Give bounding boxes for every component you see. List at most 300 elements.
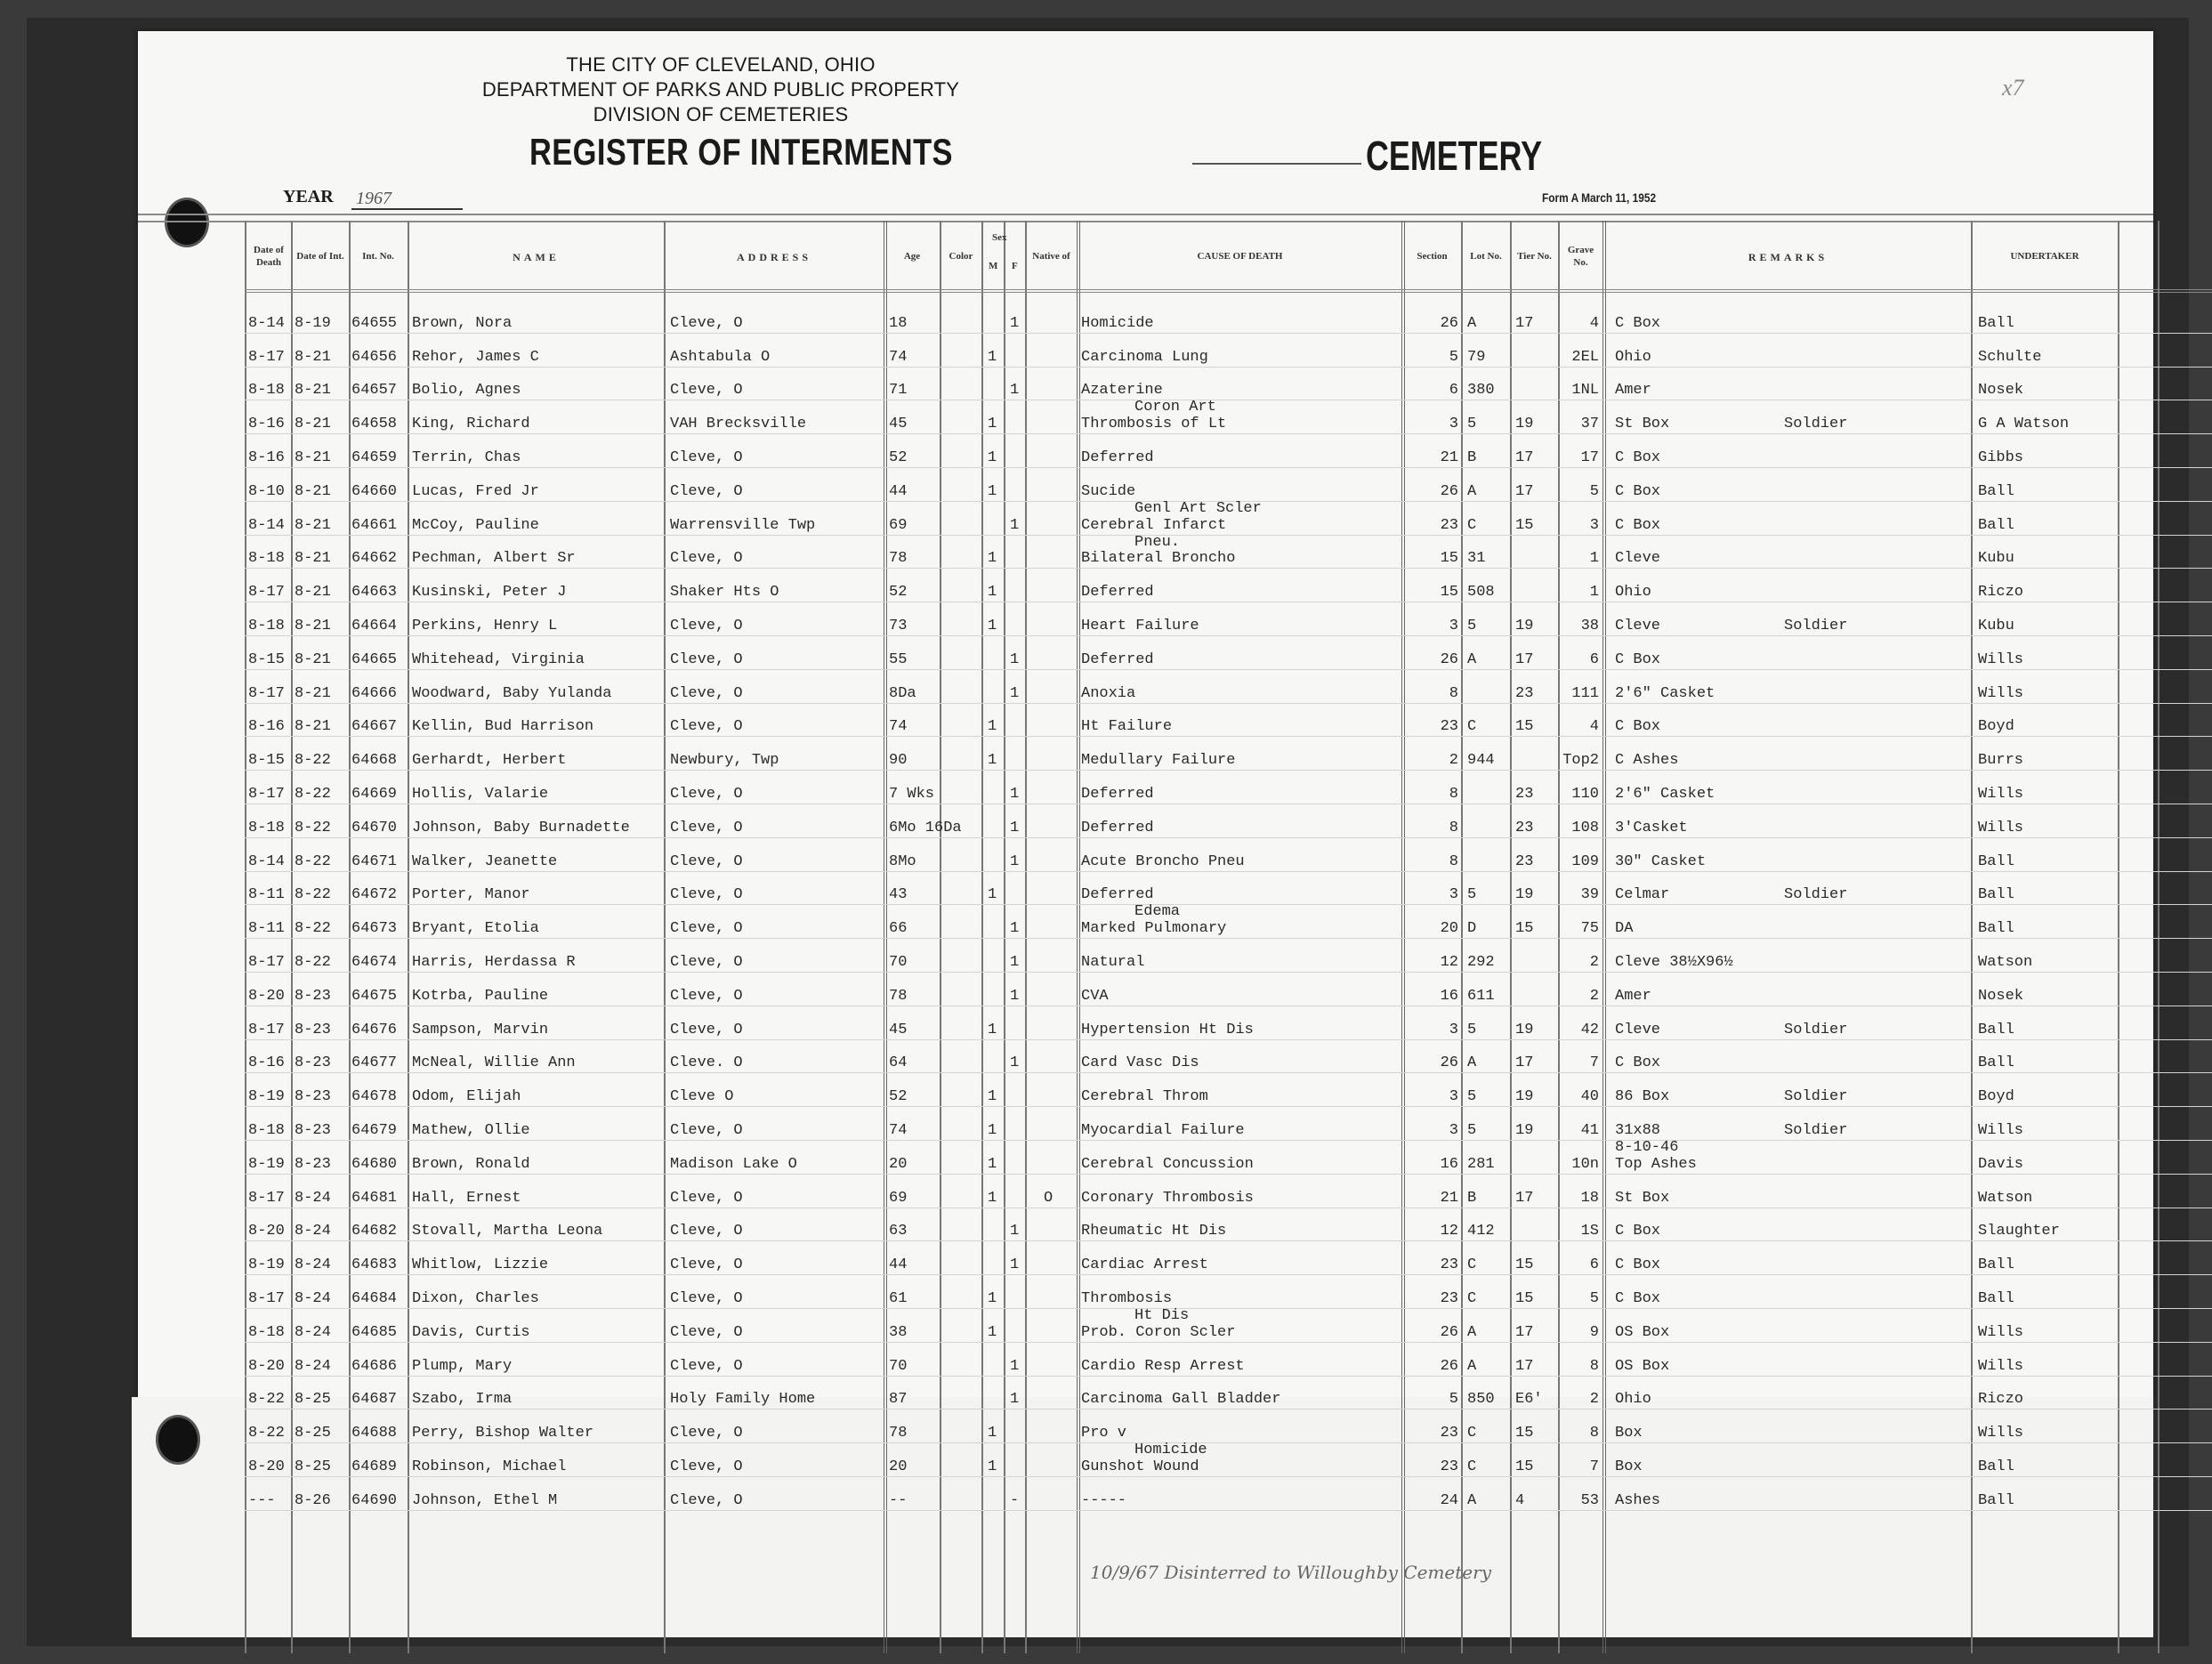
cell-no: 64670 bbox=[351, 819, 398, 836]
cell-age: 69 bbox=[889, 516, 908, 534]
cell-addr: Cleve, O bbox=[670, 650, 743, 668]
cell-dod: 8-20 bbox=[248, 1223, 285, 1240]
cell-age: 18 bbox=[889, 314, 908, 332]
cell-grave: 109 bbox=[1571, 852, 1599, 870]
cell-doi: 8-22 bbox=[295, 953, 331, 971]
th-remarks: REMARKS bbox=[1748, 250, 1829, 263]
cell-remarks: C Box bbox=[1615, 1256, 1661, 1274]
cell-section: 23 bbox=[1440, 1425, 1458, 1442]
cell-dod: 8-10 bbox=[248, 482, 285, 500]
table-row bbox=[245, 972, 2212, 1006]
cell-no: 64687 bbox=[351, 1391, 398, 1409]
cell-remarks: 3'Casket bbox=[1615, 819, 1688, 836]
cell-lot: 5 bbox=[1467, 617, 1477, 634]
cell-dod: 8-16 bbox=[248, 416, 285, 433]
cell-lot: A bbox=[1467, 1357, 1477, 1375]
cell-remarks: Ohio bbox=[1615, 348, 1651, 366]
cell-doi: 8-21 bbox=[295, 382, 331, 400]
cell-dod: 8-15 bbox=[248, 752, 285, 770]
cell-addr: Cleve, O bbox=[670, 1256, 743, 1274]
cell-no: 64657 bbox=[351, 382, 398, 400]
cell-undertaker: G A Watson bbox=[1978, 416, 2070, 433]
cell-m: 1 bbox=[988, 1088, 997, 1106]
cell-lot: 5 bbox=[1467, 416, 1477, 433]
cell-remarks: C Ashes bbox=[1615, 752, 1679, 770]
table-row bbox=[245, 1342, 2212, 1377]
cell-doi: 8-24 bbox=[295, 1256, 331, 1274]
table-row bbox=[245, 535, 2212, 569]
cell-grave: 38 bbox=[1580, 617, 1599, 634]
cell-undertaker: Ball bbox=[1978, 516, 2014, 534]
cell-lot: A bbox=[1467, 1491, 1477, 1509]
cell-undertaker: Boyd bbox=[1978, 718, 2014, 736]
cell-doi: 8-21 bbox=[295, 550, 331, 568]
cell-remarks: Ohio bbox=[1615, 584, 1651, 602]
cell-age: 7 Wks bbox=[889, 785, 935, 803]
cell-age: 63 bbox=[889, 1223, 908, 1240]
table-row bbox=[245, 1442, 2212, 1477]
th-native-of: Native of bbox=[1032, 251, 1070, 263]
cell-age: 52 bbox=[889, 448, 908, 466]
table-row bbox=[245, 1274, 2212, 1309]
cell-grave: 8 bbox=[1589, 1357, 1599, 1375]
cell-tier: 23 bbox=[1515, 852, 1534, 870]
cell-lot: 5 bbox=[1467, 886, 1477, 904]
cell-name: Harris, Herdassa R bbox=[412, 953, 576, 971]
cell-lot: A bbox=[1467, 314, 1477, 332]
cell-addr: Cleve, O bbox=[670, 382, 743, 400]
cell-addr: Cleve, O bbox=[670, 953, 743, 971]
cell-section: 20 bbox=[1440, 920, 1458, 938]
cell-remarks: Box bbox=[1615, 1458, 1643, 1475]
th-date-of-int: Date of Int. bbox=[296, 251, 344, 263]
cell-doi: 8-24 bbox=[295, 1289, 331, 1307]
cell-grave: 3 bbox=[1589, 516, 1599, 534]
cell-age: 90 bbox=[889, 752, 908, 770]
cell-remarks2: Soldier bbox=[1784, 1088, 1848, 1106]
cell-m: 1 bbox=[988, 1155, 997, 1173]
cell-age: 55 bbox=[889, 650, 908, 668]
cell-grave: 75 bbox=[1580, 920, 1599, 938]
table-row bbox=[245, 1409, 2212, 1443]
cell-lot: 5 bbox=[1467, 1021, 1477, 1038]
cell-section: 3 bbox=[1449, 1121, 1458, 1139]
cell-dod: 8-17 bbox=[248, 348, 285, 366]
cell-undertaker: Riczo bbox=[1978, 584, 2024, 602]
cell-dod: 8-16 bbox=[248, 1054, 285, 1072]
cell-f: 1 bbox=[1010, 1357, 1020, 1375]
cell-tier: 23 bbox=[1515, 819, 1534, 836]
cell-remarks: Ashes bbox=[1615, 1491, 1661, 1509]
cell-no: 64669 bbox=[351, 785, 398, 803]
cell-cause: Acute Broncho Pneu bbox=[1081, 852, 1245, 870]
cell-tier: 23 bbox=[1515, 785, 1534, 803]
cell-name: Terrin, Chas bbox=[412, 448, 521, 466]
table-row bbox=[245, 1476, 2212, 1511]
cell-dod: 8-19 bbox=[248, 1256, 285, 1274]
cell-addr: Cleve, O bbox=[670, 1021, 743, 1038]
cell-m: 1 bbox=[988, 1121, 997, 1139]
cell-f: 1 bbox=[1010, 684, 1020, 702]
cell-section: 3 bbox=[1449, 617, 1458, 634]
cell-remarks: C Box bbox=[1615, 482, 1661, 500]
table-row bbox=[245, 1006, 2212, 1040]
cell-dod: 8-14 bbox=[248, 516, 285, 534]
cell-no: 64668 bbox=[351, 752, 398, 770]
th-name: NAME bbox=[513, 250, 560, 263]
cell-cause: Sucide bbox=[1081, 482, 1136, 500]
year-value: 1967 bbox=[351, 189, 463, 210]
cell-cause: Deferred bbox=[1081, 584, 1154, 602]
cell-dod: 8-18 bbox=[248, 1323, 285, 1341]
cell-f: 1 bbox=[1010, 987, 1020, 1005]
cell-cause: Card Vasc Dis bbox=[1081, 1054, 1199, 1072]
cell-section: 5 bbox=[1449, 348, 1458, 366]
cell-cause: Thrombosis bbox=[1081, 1289, 1173, 1307]
year-label: YEAR bbox=[283, 187, 334, 206]
cell-no: 64690 bbox=[351, 1491, 398, 1509]
cell-no: 64688 bbox=[351, 1425, 398, 1442]
cell-tier: 17 bbox=[1515, 1189, 1534, 1207]
cell-tier: 17 bbox=[1515, 1357, 1534, 1375]
cell-addr: Cleve, O bbox=[670, 886, 743, 904]
cell-undertaker: Ball bbox=[1978, 1256, 2014, 1274]
table-row bbox=[245, 1376, 2212, 1410]
cell-m: 1 bbox=[988, 482, 997, 500]
cell-grave: 41 bbox=[1580, 1121, 1599, 1139]
cell-dod: 8-20 bbox=[248, 1458, 285, 1475]
th-age: Age bbox=[903, 251, 921, 263]
cell-remarks: Cleve bbox=[1615, 1021, 1661, 1038]
cell-no: 64655 bbox=[351, 314, 398, 332]
table-row bbox=[245, 736, 2212, 771]
cell-name: Walker, Jeanette bbox=[412, 852, 558, 870]
cell-no: 64656 bbox=[351, 348, 398, 366]
cell-tier: 19 bbox=[1515, 886, 1534, 904]
th-date-of-death: Date of Death bbox=[254, 245, 284, 268]
cell-doi: 8-24 bbox=[295, 1323, 331, 1341]
cell-section: 26 bbox=[1440, 650, 1458, 668]
cell-remarks: Ohio bbox=[1615, 1391, 1651, 1409]
cell-no: 64672 bbox=[351, 886, 398, 904]
cell-addr: Cleve O bbox=[670, 1088, 734, 1106]
cell-section: 16 bbox=[1440, 1155, 1458, 1173]
cell-m: 1 bbox=[988, 584, 997, 602]
table-row bbox=[245, 1240, 2212, 1275]
cell-section: 24 bbox=[1440, 1491, 1458, 1509]
cell-section: 12 bbox=[1440, 953, 1458, 971]
cell-undertaker: Ball bbox=[1978, 1458, 2014, 1475]
cell-dod: 8-19 bbox=[248, 1155, 285, 1173]
cell-grave: 1 bbox=[1589, 550, 1599, 568]
cell-doi: 8-22 bbox=[295, 819, 331, 836]
cell-lot: C bbox=[1467, 1289, 1477, 1307]
cell-section: 21 bbox=[1440, 1189, 1458, 1207]
cell-cause: Deferred bbox=[1081, 785, 1154, 803]
cell-grave: 42 bbox=[1580, 1021, 1599, 1038]
cell-dod: 8-17 bbox=[248, 584, 285, 602]
cell-remarks: Cleve 38½X96½ bbox=[1615, 953, 1733, 971]
cell-dod: 8-18 bbox=[248, 550, 285, 568]
cell-name: Kotrba, Pauline bbox=[412, 987, 549, 1005]
cell-name: Bryant, Etolia bbox=[412, 920, 539, 938]
cell-doi: 8-21 bbox=[295, 416, 331, 433]
cell-grave: 6 bbox=[1589, 650, 1599, 668]
cell-cause-note: Pneu. bbox=[1134, 533, 1181, 551]
table-header bbox=[245, 225, 2212, 293]
cell-age: 78 bbox=[889, 550, 908, 568]
cell-remarks: C Box bbox=[1615, 516, 1661, 534]
cell-name: Davis, Curtis bbox=[412, 1323, 530, 1341]
cell-remarks: C Box bbox=[1615, 650, 1661, 668]
cell-undertaker: Ball bbox=[1978, 482, 2014, 500]
cell-tier: 17 bbox=[1515, 1054, 1534, 1072]
cell-no: 64664 bbox=[351, 617, 398, 634]
cell-doi: 8-23 bbox=[295, 987, 331, 1005]
cell-m: 1 bbox=[988, 448, 997, 466]
cell-age: 20 bbox=[889, 1458, 908, 1475]
cell-age: 8Mo bbox=[889, 852, 916, 870]
cell-m: 1 bbox=[988, 617, 997, 634]
cell-m: 1 bbox=[988, 416, 997, 433]
cell-doi: 8-24 bbox=[295, 1223, 331, 1240]
cell-undertaker: Wills bbox=[1978, 1425, 2024, 1442]
cell-doi: 8-25 bbox=[295, 1425, 331, 1442]
cell-grave: 5 bbox=[1589, 1289, 1599, 1307]
cell-dod: 8-17 bbox=[248, 684, 285, 702]
cell-f: 1 bbox=[1010, 920, 1020, 938]
cell-f: 1 bbox=[1010, 819, 1020, 836]
cell-age: 87 bbox=[889, 1391, 908, 1409]
cell-cause: Prob. Coron Scler bbox=[1081, 1323, 1236, 1341]
cell-grave: 1S bbox=[1580, 1223, 1599, 1240]
cell-cause: Gunshot Wound bbox=[1081, 1458, 1199, 1475]
cell-undertaker: Ball bbox=[1978, 1054, 2014, 1072]
cell-tier: 19 bbox=[1515, 1121, 1534, 1139]
cell-no: 64681 bbox=[351, 1189, 398, 1207]
cell-no: 64667 bbox=[351, 718, 398, 736]
cell-grave: 111 bbox=[1571, 684, 1599, 702]
cell-doi: 8-22 bbox=[295, 785, 331, 803]
cell-dod: 8-16 bbox=[248, 718, 285, 736]
cell-section: 26 bbox=[1440, 1357, 1458, 1375]
cell-name: Gerhardt, Herbert bbox=[412, 752, 567, 770]
cell-cause-note: Ht Dis bbox=[1134, 1307, 1190, 1324]
cell-no: 64671 bbox=[351, 852, 398, 870]
cell-age: 66 bbox=[889, 920, 908, 938]
cell-doi: 8-21 bbox=[295, 684, 331, 702]
cell-m: 1 bbox=[988, 1458, 997, 1475]
cell-undertaker: Wills bbox=[1978, 650, 2024, 668]
punch-hole-bottom bbox=[156, 1415, 200, 1465]
cell-section: 8 bbox=[1449, 819, 1458, 836]
cell-no: 64680 bbox=[351, 1155, 398, 1173]
cell-addr: Cleve, O bbox=[670, 718, 743, 736]
cell-lot: C bbox=[1467, 516, 1477, 534]
cell-remarks2: Soldier bbox=[1784, 1121, 1848, 1139]
cell-lot: A bbox=[1467, 650, 1477, 668]
cell-remarks2: Soldier bbox=[1784, 416, 1848, 433]
table-row bbox=[245, 299, 2212, 334]
cell-cause: Marked Pulmonary bbox=[1081, 920, 1227, 938]
th-undertaker: UNDERTAKER bbox=[2010, 251, 2079, 263]
cell-doi: 8-22 bbox=[295, 752, 331, 770]
cell-dod: 8-17 bbox=[248, 1289, 285, 1307]
cell-addr: Cleve, O bbox=[670, 785, 743, 803]
header-city: THE CITY OF CLEVELAND, OHIO bbox=[566, 53, 876, 76]
cell-doi: 8-23 bbox=[295, 1021, 331, 1038]
cell-remarks: DA bbox=[1615, 920, 1634, 938]
cell-remarks: Cleve bbox=[1615, 550, 1661, 568]
cell-name: Johnson, Baby Burnadette bbox=[412, 819, 630, 836]
cell-name: Stovall, Martha Leona bbox=[412, 1223, 603, 1240]
cell-name: Plump, Mary bbox=[412, 1357, 513, 1375]
cell-name: King, Richard bbox=[412, 416, 530, 433]
table-row bbox=[245, 602, 2212, 636]
cell-addr: Cleve, O bbox=[670, 1121, 743, 1139]
cell-lot: A bbox=[1467, 482, 1477, 500]
cell-addr: Cleve, O bbox=[670, 550, 743, 568]
cell-cause: Heart Failure bbox=[1081, 617, 1199, 634]
cell-lot: A bbox=[1467, 1054, 1477, 1072]
cell-undertaker: Ball bbox=[1978, 852, 2014, 870]
cell-undertaker: Gibbs bbox=[1978, 448, 2024, 466]
cell-m: 1 bbox=[988, 886, 997, 904]
cell-undertaker: Schulte bbox=[1978, 348, 2042, 366]
cell-cause-note: Coron Art bbox=[1134, 399, 1216, 416]
cell-undertaker: Watson bbox=[1978, 953, 2033, 971]
cell-no: 64663 bbox=[351, 584, 398, 602]
cell-grave: 2EL bbox=[1571, 348, 1599, 366]
cell-no: 64666 bbox=[351, 684, 398, 702]
cell-f: 1 bbox=[1010, 1054, 1020, 1072]
th-section: Section bbox=[1417, 251, 1448, 263]
cell-undertaker: Wills bbox=[1978, 684, 2024, 702]
cell-doi: 8-21 bbox=[295, 448, 331, 466]
cell-age: 70 bbox=[889, 953, 908, 971]
cell-undertaker: Nosek bbox=[1978, 987, 2024, 1005]
cell-dod: --- bbox=[248, 1491, 276, 1509]
cell-lot: 281 bbox=[1467, 1155, 1495, 1173]
cell-age: 64 bbox=[889, 1054, 908, 1072]
cell-grave: 37 bbox=[1580, 416, 1599, 433]
cell-doi: 8-22 bbox=[295, 852, 331, 870]
cell-grave: 2 bbox=[1589, 987, 1599, 1005]
cell-remarks2: Soldier bbox=[1784, 617, 1848, 634]
cell-addr: Cleve, O bbox=[670, 448, 743, 466]
th-sex-f: F bbox=[1012, 261, 1018, 271]
cell-cause: Homicide bbox=[1081, 314, 1154, 332]
cell-grave: 4 bbox=[1589, 314, 1599, 332]
cell-f: 1 bbox=[1010, 1223, 1020, 1240]
cell-age: 52 bbox=[889, 1088, 908, 1106]
cell-tier: 15 bbox=[1515, 718, 1534, 736]
cell-remarks: C Box bbox=[1615, 1289, 1661, 1307]
table-row bbox=[245, 367, 2212, 401]
cell-cause: Carcinoma Gall Bladder bbox=[1081, 1391, 1281, 1409]
cell-grave: Top2 bbox=[1562, 752, 1599, 770]
cell-name: Sampson, Marvin bbox=[412, 1021, 549, 1038]
table-row bbox=[245, 467, 2212, 502]
cell-remarks: Cleve bbox=[1615, 617, 1661, 634]
cell-m: 1 bbox=[988, 1021, 997, 1038]
cell-addr: Holy Family Home bbox=[670, 1391, 816, 1409]
cell-name: Kusinski, Peter J bbox=[412, 584, 567, 602]
cell-grave: 8 bbox=[1589, 1425, 1599, 1442]
cell-addr: Cleve, O bbox=[670, 1323, 743, 1341]
cell-addr: Cleve, O bbox=[670, 1289, 743, 1307]
cell-tier: 15 bbox=[1515, 516, 1534, 534]
cell-remarks: St Box bbox=[1615, 1189, 1670, 1207]
cell-addr: Cleve, O bbox=[670, 1357, 743, 1375]
cell-dod: 8-17 bbox=[248, 953, 285, 971]
cell-addr: Warrensville Twp bbox=[670, 516, 816, 534]
cell-age: 45 bbox=[889, 1021, 908, 1038]
th-int-no: Int. No. bbox=[362, 251, 394, 263]
cell-dod: 8-22 bbox=[248, 1391, 285, 1409]
cell-m: 1 bbox=[988, 348, 997, 366]
cell-m: 1 bbox=[988, 1189, 997, 1207]
th-sex-m: M bbox=[989, 261, 998, 271]
cell-tier: 17 bbox=[1515, 650, 1534, 668]
cell-dod: 8-20 bbox=[248, 1357, 285, 1375]
cell-addr: Cleve, O bbox=[670, 1458, 743, 1475]
cell-name: Perkins, Henry L bbox=[412, 617, 558, 634]
cell-cause: Coronary Thrombosis bbox=[1081, 1189, 1254, 1207]
cell-dod: 8-19 bbox=[248, 1088, 285, 1106]
cell-no: 64676 bbox=[351, 1021, 398, 1038]
cell-cause: ----- bbox=[1081, 1491, 1127, 1509]
cell-age: 8Da bbox=[889, 684, 916, 702]
cell-no: 64683 bbox=[351, 1256, 398, 1274]
cell-no: 64682 bbox=[351, 1223, 398, 1240]
cell-cause: Carcinoma Lung bbox=[1081, 348, 1208, 366]
table-row bbox=[245, 804, 2212, 838]
cell-grave: 7 bbox=[1589, 1458, 1599, 1475]
cell-tier: 15 bbox=[1515, 1289, 1534, 1307]
table-row bbox=[245, 770, 2212, 804]
cell-name: Brown, Ronald bbox=[412, 1155, 530, 1173]
cell-cause: Deferred bbox=[1081, 650, 1154, 668]
cell-section: 23 bbox=[1440, 1256, 1458, 1274]
cell-cause: Myocardial Failure bbox=[1081, 1121, 1245, 1139]
cell-cause-note: Edema bbox=[1134, 903, 1181, 921]
cell-tier: 15 bbox=[1515, 1425, 1534, 1442]
cell-doi: 8-19 bbox=[295, 314, 331, 332]
cemetery-name-blank bbox=[1192, 163, 1361, 165]
cell-dod: 8-22 bbox=[248, 1425, 285, 1442]
header-division: DIVISION OF CEMETERIES bbox=[593, 103, 849, 125]
cell-section: 23 bbox=[1440, 1458, 1458, 1475]
cell-tier: 17 bbox=[1515, 482, 1534, 500]
cell-cause-note: Genl Art Scler bbox=[1134, 499, 1262, 517]
cell-cause: Deferred bbox=[1081, 448, 1154, 466]
cell-f: 1 bbox=[1010, 650, 1020, 668]
th-color: Color bbox=[949, 251, 973, 263]
cell-doi: 8-23 bbox=[295, 1088, 331, 1106]
cell-addr: Cleve, O bbox=[670, 482, 743, 500]
cell-name: Pechman, Albert Sr bbox=[412, 550, 576, 568]
cell-section: 26 bbox=[1440, 1054, 1458, 1072]
cell-cause: Cerebral Infarct bbox=[1081, 516, 1227, 534]
cell-addr: Cleve, O bbox=[670, 987, 743, 1005]
cell-addr: Cleve, O bbox=[670, 617, 743, 634]
cell-addr: Cleve, O bbox=[670, 1189, 743, 1207]
cell-age: 78 bbox=[889, 1425, 908, 1442]
cell-doi: 8-24 bbox=[295, 1357, 331, 1375]
cell-cause: Medullary Failure bbox=[1081, 752, 1236, 770]
cell-tier: 17 bbox=[1515, 1323, 1534, 1341]
